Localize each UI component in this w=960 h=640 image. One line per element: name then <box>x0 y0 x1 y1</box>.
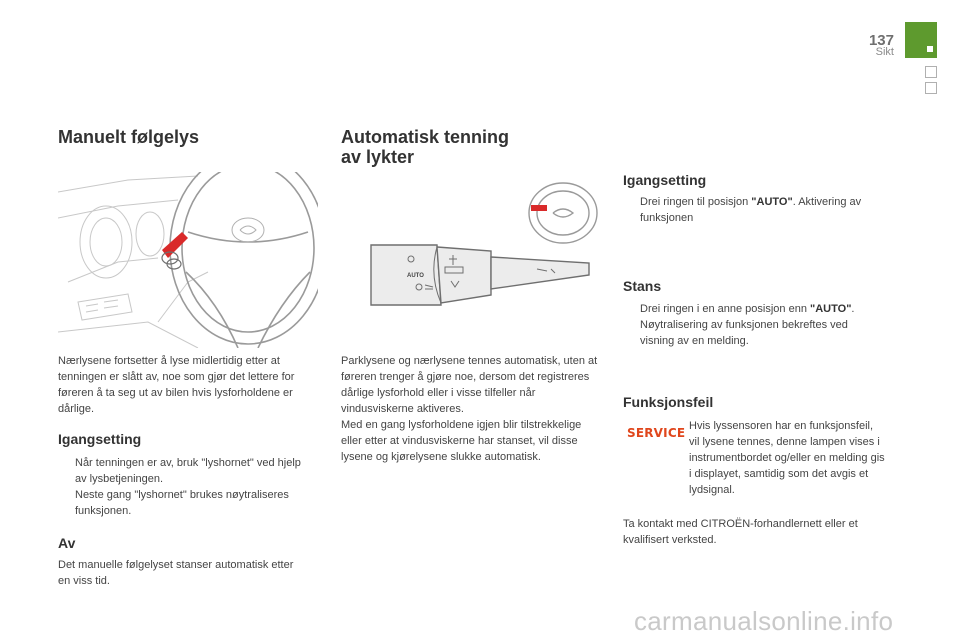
col1-bullet-1-text: Når tenningen er av, bruk "lyshornet" ved hjelp av lysbetjeningen. <box>75 457 301 485</box>
auto-lights-body-2: Med en gang lysforholdene igjen blir tilstrekkelige eller etter at vindusviskerne har stanset, vil disse lysene og kjørelysene slukke automatisk. <box>341 419 582 463</box>
stans-post: . Nøytralisering av funksjonen bekreftes ved visning av en melding. <box>640 303 855 347</box>
auto-lights-title-line2: av lykter <box>341 147 415 167</box>
col3-igangsetting-auto: "AUTO" <box>751 196 793 208</box>
watermark: carmanualsonline.info <box>634 606 894 636</box>
stans-bullet <box>623 301 885 349</box>
auto-lights-body: Parklysene og nærlysene tennes automatisk, uten at føreren trenger å gjøre noe, dersom det registreres dårlige lysforhold eller i visse tilfeller når vindusviskerne aktiveres. <box>341 355 598 415</box>
col3-igangsetting-heading: Igangsetting <box>623 172 707 188</box>
nav-square-1 <box>925 66 937 78</box>
stans-auto: "AUTO" <box>810 303 852 315</box>
light-stalk-illustration <box>341 175 603 345</box>
av-text: Det manuelle følgelyset stanser automatisk etter en viss tid. <box>58 559 294 587</box>
col1-bullet-2 <box>58 487 313 519</box>
col3-igangsetting-bullet <box>623 194 885 226</box>
stans-pre: Drei ringen i en anne posisjon enn <box>640 303 811 315</box>
dashboard-illustration <box>58 172 318 348</box>
chapter-tab <box>905 22 937 58</box>
col3-igangsetting-pre: Drei ringen til posisjon <box>640 196 752 208</box>
stans-heading: Stans <box>623 278 662 294</box>
av-heading: Av <box>58 535 76 551</box>
contact-dealer-text: Ta kontakt med CITROËN-forhandlernett eller et kvalifisert verksted. <box>623 518 858 546</box>
section-name: Sikt <box>875 46 894 58</box>
follow-me-intro: Nærlysene fortsetter å lyse midlertidig etter at tenningen er slått av, noe som gjør det lettere for føreren å ta seg ut av bilen hvis lysforholdene er dårlige. <box>58 355 295 415</box>
chapter-tab-marker <box>927 46 933 52</box>
col3-igangsetting-post: . Aktivering av funksjonen <box>640 196 862 224</box>
funksjonsfeil-text: Hvis lyssensoren har en funksjonsfeil, vil lysene tennes, denne lampen vises i instrumentbordet og/eller en melding gis i displayet, samtidig som det avgis et lydsignal. <box>689 420 885 496</box>
nav-square-2 <box>925 82 937 94</box>
service-warning-icon: SERVICE <box>627 426 686 440</box>
auto-lights-title-line1: Automatisk tenning <box>341 127 510 147</box>
col1-bullet-2-text: Neste gang "lyshornet" brukes nøytraliseres funksjonen. <box>75 489 289 517</box>
page-number: 137 <box>868 32 894 49</box>
col1-igangsetting-heading: Igangsetting <box>58 431 142 447</box>
funksjonsfeil-heading: Funksjonsfeil <box>623 394 714 410</box>
col1-bullet-1 <box>58 455 313 487</box>
manual-follow-me-title: Manuelt følgelys <box>58 127 200 147</box>
stalk-auto-label: AUTO <box>407 273 424 279</box>
